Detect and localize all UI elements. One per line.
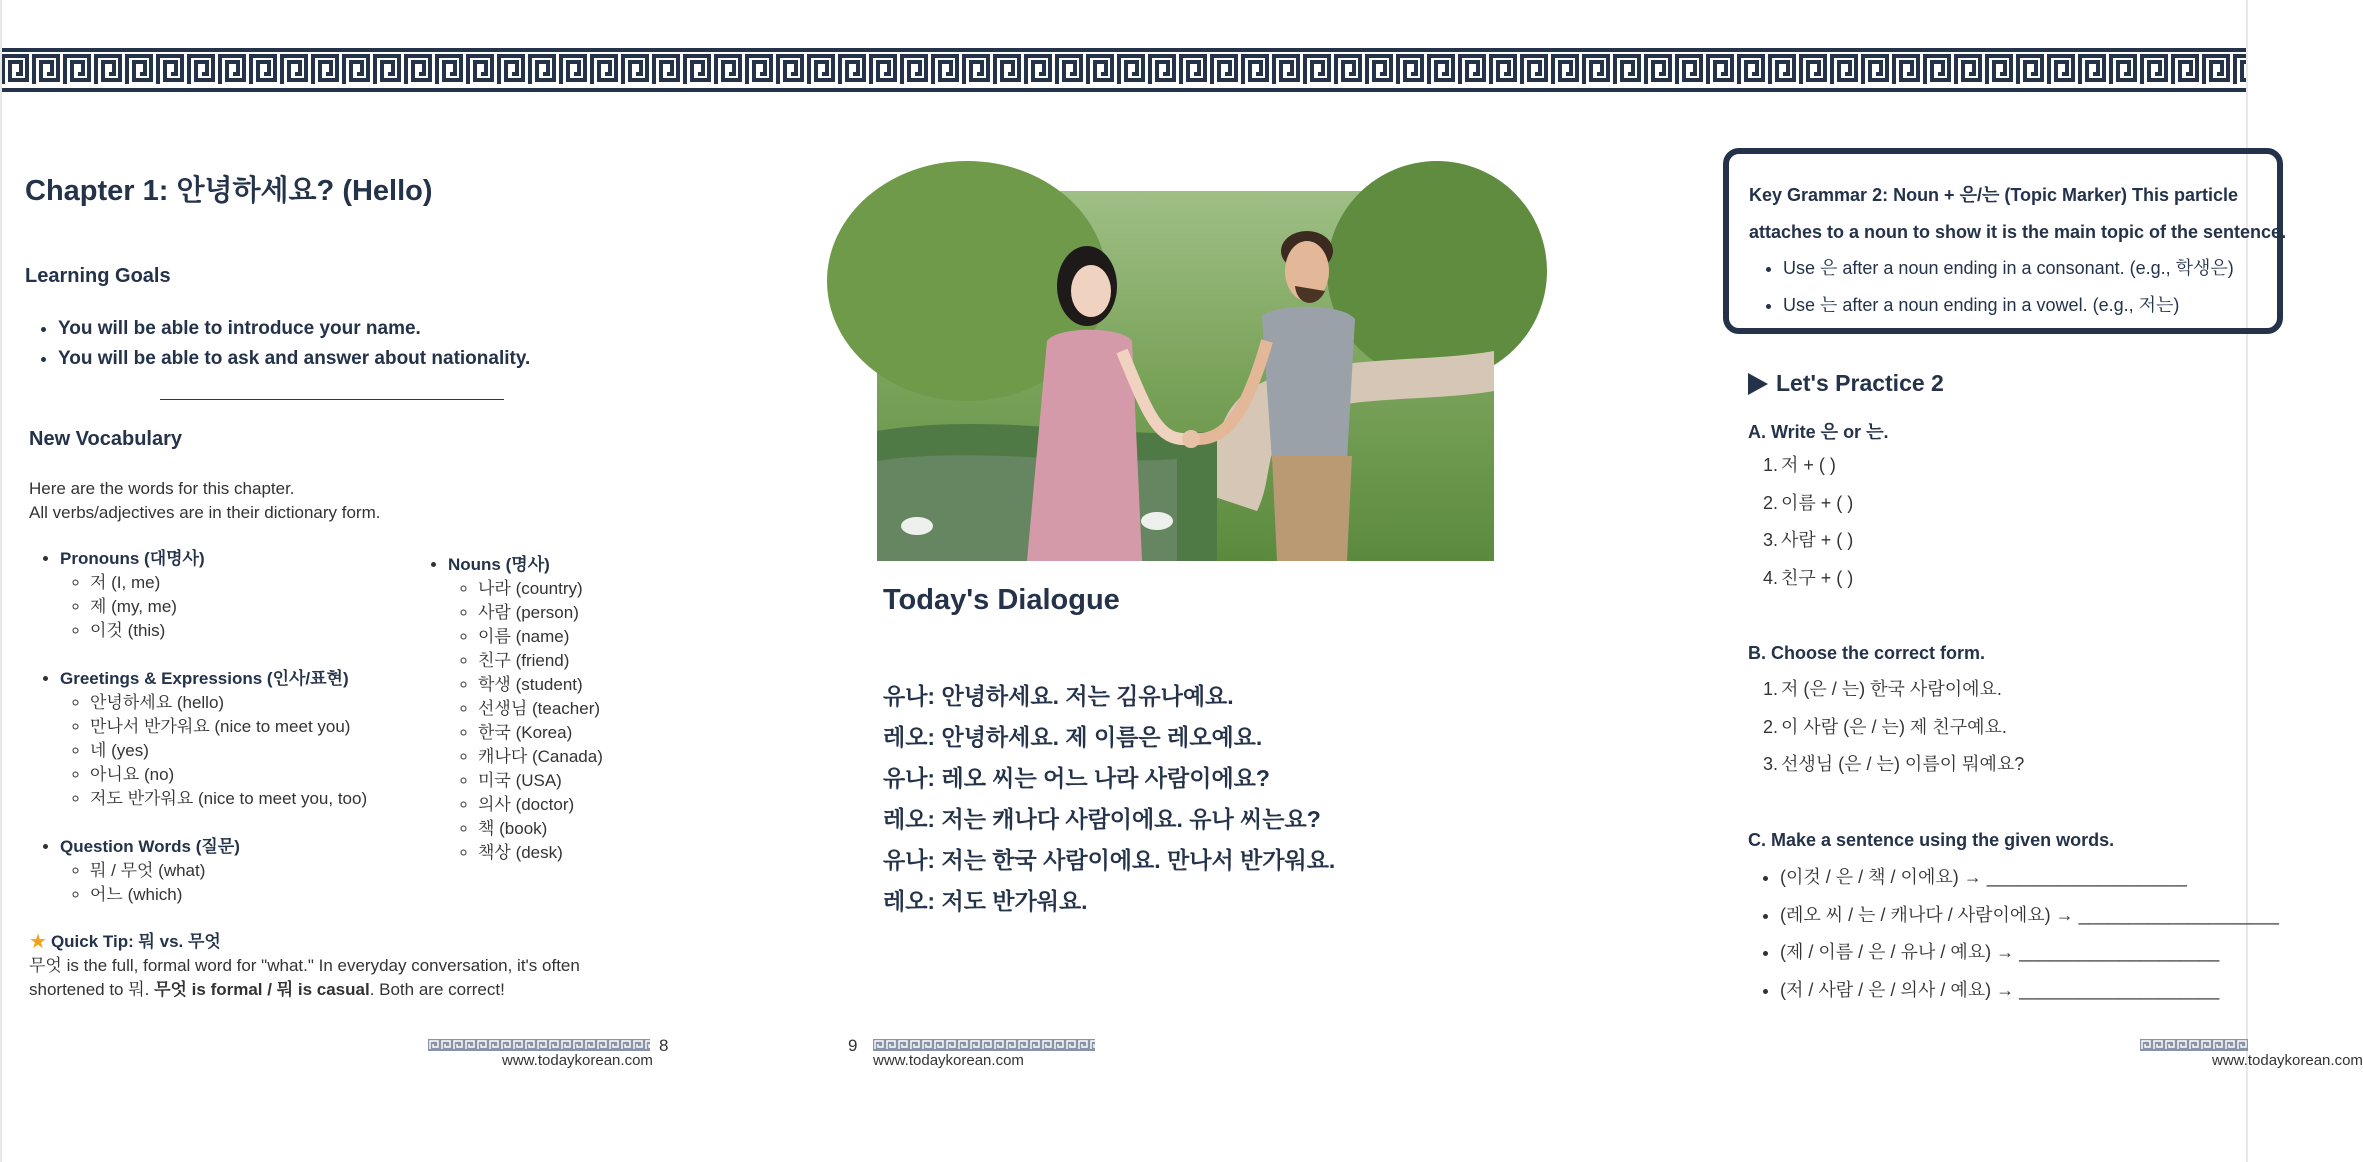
- quick-tip-bold: 무엇 is formal / 뭐 is casual: [154, 980, 370, 999]
- vocab-item: ◦ 사람 (person): [478, 601, 603, 625]
- learning-goals-heading: Learning Goals: [25, 265, 171, 287]
- vocab-intro-line: Here are the words for this chapter.: [29, 479, 295, 498]
- chapter-title: Chapter 1: 안녕하세요? (Hello): [25, 175, 433, 207]
- vocab-item: ◦ 저도 반가워요 (nice to meet you, too): [90, 787, 367, 811]
- dialogue-line: 유나: 저는 한국 사람이에요. 만나서 반가워요.: [883, 847, 1336, 873]
- vocab-item: ◦ 어느 (which): [90, 883, 367, 907]
- vocab-item: ◦ 네 (yes): [90, 739, 367, 763]
- vocab-item: ◦ 안녕하세요 (hello): [90, 691, 367, 715]
- exercise-text: 이름 + ( ): [1781, 492, 1854, 513]
- quick-tip-text: shortened to 뭐.: [29, 980, 155, 999]
- vocab-group-greetings: [60, 667, 367, 811]
- exercise-item: • (이것 / 은 / 책 / 이에요) → ____________________: [1780, 859, 2279, 897]
- quick-tip-line: 무엇 is the full, formal word for "what." In everyday conversation, it's often: [29, 956, 580, 975]
- section-divider: [160, 399, 504, 400]
- greek-key-border: [0, 48, 2248, 92]
- key-grammar-line: Key Grammar 2: Noun + 은/는 (Topic Marker) This particle: [1749, 185, 2239, 205]
- exercise-text: 사람 + ( ): [1781, 530, 1854, 550]
- dialogue-line: 레오: 저도 반가워요.: [883, 888, 1088, 914]
- footer-pattern-icon: [428, 1039, 650, 1051]
- page-number: 8: [659, 1036, 669, 1055]
- vocab-item: ◦ 만나서 반가워요 (nice to meet you): [90, 715, 367, 739]
- exercise-item: 3. 사람 + ( ): [1763, 530, 1854, 550]
- key-grammar-box: [1723, 148, 2287, 334]
- section-a-title: A. Write 은 or 는.: [1748, 422, 1889, 442]
- vocab-item: ◦ 의사 (doctor): [478, 793, 603, 817]
- vocab-item: ◦ 캐나다 (Canada): [478, 745, 603, 769]
- section-b-title: B. Choose the correct form.: [1748, 643, 1986, 663]
- vocab-group-title: Greetings & Expressions (인사/표현): [60, 669, 349, 688]
- vocab-intro: [29, 477, 380, 525]
- goal-item: • You will be able to introduce your name.: [58, 318, 598, 340]
- learning-goals-list: [58, 318, 598, 378]
- footer-pattern-icon: [873, 1039, 1095, 1051]
- dialogue-photo: [877, 191, 1494, 561]
- vocab-intro-line: All verbs/adjectives are in their dictionary form.: [29, 503, 381, 522]
- exercise-item: 2. 이 사람 (은 / 는) 제 친구예요.: [1763, 716, 2007, 737]
- exercise-item: 2. 이름 + ( ): [1763, 492, 1854, 513]
- grammar-rule: • Use 은 after a noun ending in a consonant. (e.g., 학생은): [1783, 250, 2234, 287]
- new-vocabulary-heading: New Vocabulary: [29, 428, 183, 450]
- goal-item: • You will be able to ask and answer about nationality.: [58, 348, 598, 370]
- vocab-group-pronouns: [60, 547, 367, 643]
- vocab-item: ◦ 아니요 (no): [90, 763, 367, 787]
- vocab-group-questions: [60, 835, 367, 907]
- section-a-list: [1763, 447, 1853, 597]
- vocab-item: ◦ 학생 (student): [478, 673, 603, 697]
- exercise-item: 3. 선생님 (은 / 는) 이름이 뭐예요?: [1763, 754, 2025, 774]
- key-grammar-line: attaches to a noun to show it is the main topic of the sentence.: [1749, 222, 2287, 242]
- vocab-list-left: [60, 547, 367, 931]
- vocab-item: ◦ 선생님 (teacher): [478, 697, 603, 721]
- section-c-list: [1780, 859, 2279, 1009]
- section-b-list: [1763, 671, 2024, 784]
- vocab-item: ◦ 책 (book): [478, 817, 603, 841]
- exercise-text: 이 사람 (은 / 는) 제 친구예요.: [1781, 716, 2007, 737]
- dialogue-line: 레오: 저는 캐나다 사람이에요. 유나 씨는요?: [883, 806, 1321, 832]
- footer-url: www.todaykorean.com: [873, 1052, 1024, 1069]
- exercise-item: • (레오 씨 / 는 / 캐나다 / 사람이에요) → ____________________: [1780, 897, 2279, 935]
- vocab-item: ◦ 이름 (name): [478, 625, 603, 649]
- quick-tip-title-row: [29, 930, 639, 954]
- vocab-item: ◦ 책상 (desk): [478, 841, 603, 865]
- section-c-title: C. Make a sentence using the given words.: [1748, 830, 2115, 850]
- vocab-item: ◦ 저 (I, me): [90, 571, 367, 595]
- footer-url: www.todaykorean.com: [502, 1052, 653, 1069]
- vocab-item: ◦ 제 (my, me): [90, 595, 367, 619]
- play-triangle-icon: [1748, 373, 1768, 395]
- exercise-item: • (제 / 이름 / 은 / 유나 / 예요) → ____________________: [1780, 934, 2279, 972]
- key-grammar-rules: [1783, 250, 2234, 324]
- vocab-item: ◦ 미국 (USA): [478, 769, 603, 793]
- quick-tip-title: Quick Tip: 뭐 vs. 무엇: [50, 932, 221, 951]
- quick-tip: [29, 930, 639, 1002]
- vocab-group-nouns: [448, 553, 603, 865]
- exercise-text: 저 (은 / 는) 한국 사람이에요.: [1781, 679, 2002, 699]
- exercise-item: 1. 저 + ( ): [1763, 455, 1836, 475]
- exercise-text: 선생님 (은 / 는) 이름이 뭐예요?: [1781, 754, 2025, 774]
- vocab-item: ◦ 뭐 / 무엇 (what): [90, 859, 367, 883]
- vocab-item: ◦ 이것 (this): [90, 619, 367, 643]
- vocab-group-title: Question Words (질문): [60, 837, 240, 856]
- dialogue-line: 유나: 레오 씨는 어느 나라 사람이에요?: [883, 765, 1270, 791]
- vocab-group-title: Nouns (명사): [448, 555, 550, 574]
- star-icon: ★: [29, 931, 47, 953]
- grammar-rule: • Use 는 after a noun ending in a vowel. (e.g., 저는): [1783, 287, 2234, 324]
- quick-tip-text: . Both are correct!: [369, 980, 505, 999]
- dialogue-line: 레오: 안녕하세요. 제 이름은 레오예요.: [883, 724, 1263, 750]
- exercise-item: 4. 친구 + ( ): [1763, 567, 1854, 588]
- quick-tip-line: [29, 978, 639, 1002]
- dialogue-title: Today's Dialogue: [883, 584, 1120, 616]
- key-grammar-text: [1749, 177, 2286, 251]
- footer-url: www.todaykorean.com: [2212, 1052, 2363, 1069]
- practice-title: Let's Practice 2: [1776, 370, 1944, 396]
- vocab-item: ◦ 나라 (country): [478, 577, 603, 601]
- dialogue-lines: [883, 676, 1335, 922]
- vocab-group-title: Pronouns (대명사): [60, 549, 205, 568]
- page-edge-left: [0, 0, 2, 1162]
- practice-heading: [1748, 370, 1944, 397]
- footer-pattern-icon: [2140, 1039, 2248, 1051]
- dialogue-line: 유나: 안녕하세요. 저는 김유나예요.: [883, 683, 1234, 709]
- exercise-text: 저 + ( ): [1781, 455, 1836, 475]
- exercise-text: 친구 + ( ): [1781, 567, 1854, 588]
- exercise-item: 1. 저 (은 / 는) 한국 사람이에요.: [1763, 679, 2002, 699]
- vocab-list-nouns: [448, 553, 603, 889]
- vocab-item: ◦ 친구 (friend): [478, 649, 603, 673]
- page-number: 9: [848, 1036, 858, 1055]
- exercise-item: • (저 / 사람 / 은 / 의사 / 예요) → ____________________: [1780, 972, 2279, 1010]
- vocab-item: ◦ 한국 (Korea): [478, 721, 603, 745]
